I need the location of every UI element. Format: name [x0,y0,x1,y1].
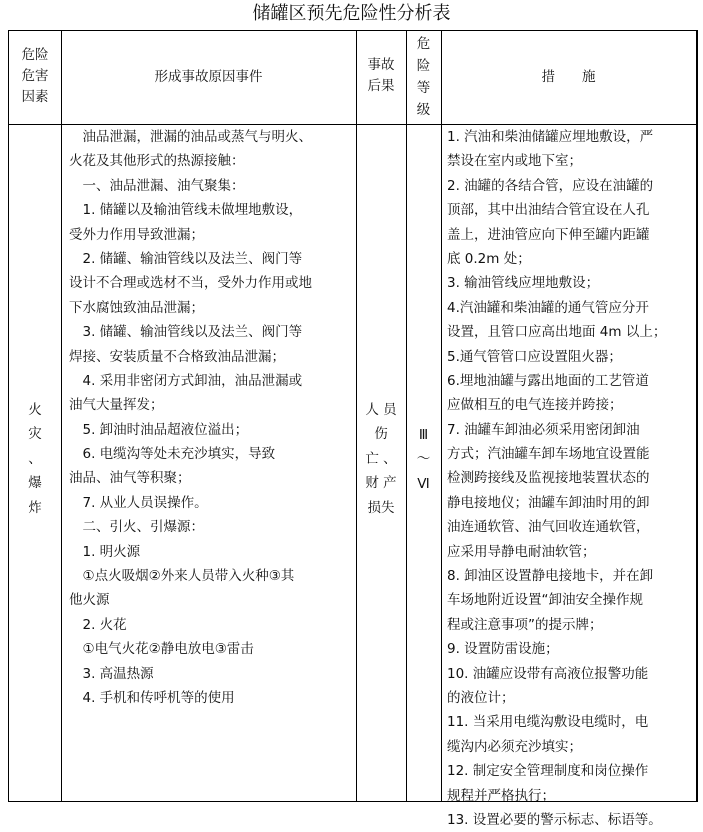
text-line: 3. 高温热源 [69,665,154,682]
text-line: 静电接地仪；油罐车卸油时用的卸 [447,494,650,511]
text-line: 二、引火、引爆源： [69,519,204,536]
text-line: ～ [416,451,431,468]
header-factor [9,45,61,108]
header-level [406,33,441,121]
text-line: 顶部，其中出油结合管宜设在人孔 [447,202,650,219]
text-line: 火花及其他形式的热源接触： [69,153,245,170]
page-title: 储罐区预先危险性分析表 [252,3,451,24]
text-line: 人 员 [365,402,397,418]
hazard-level [406,423,441,496]
text-line: 一、油品泄漏、油气聚集： [69,177,245,194]
header-text: 事故 [367,57,395,73]
header-text: 危害 [21,68,49,84]
text-line: 应做相互的电气连接并跨接； [447,397,623,414]
text-line: 5. 卸油时油品超液位溢出； [69,421,249,438]
measures [447,125,666,832]
text-line: 受外力作用导致泄漏； [69,226,204,243]
text-line: 检测跨接线及监视接地装置状态的 [447,470,650,487]
text-line: 下水腐蚀致油品泄漏； [69,299,204,316]
divider [61,31,62,801]
text-line: 底 0.2m 处； [447,250,531,267]
text-line: 炸 [28,499,42,516]
text-line: Ⅲ [418,427,429,443]
consequence [356,398,406,520]
text-line: 3. 输油管线应埋地敷设； [447,275,600,292]
text-line: 1. 明火源 [69,543,141,560]
text-line: 火 [28,402,42,418]
text-line: 伤 [374,426,388,443]
text-line: 7. 油罐车卸油必须采用密闭卸油 [447,421,640,438]
text-line: 1. 汽油和柴油储罐应埋地敷设，严 [447,129,654,145]
text-line: 、 [28,450,42,467]
text-line: 灾 [28,426,42,443]
text-line: 方式；汽油罐车卸车场地宜设置能 [447,446,650,463]
text-line: ①点火吸烟②外来人员带入火种③其 [69,568,295,585]
divider [406,31,407,801]
text-line: 5.通气管管口应设置阻火器； [447,348,622,365]
hazard-factor [9,398,61,520]
header-text: 因素 [21,89,49,105]
text-line: 财 产 [365,475,397,492]
text-line: 设置，且管口应高出地面 4m 以上； [447,324,667,341]
header-text: 危险 [21,47,49,63]
header-text: 危 [416,36,431,52]
text-line: 12. 制定安全管理制度和岗位操作 [447,763,649,780]
header-text: 等 [416,80,431,96]
text-line: 6.埋地油罐与露出地面的工艺管道 [447,372,649,389]
text-line: Ⅵ [417,475,430,492]
text-line: 盖上，进油管应向下伸至罐内距罐 [447,226,650,243]
divider [441,31,442,801]
text-line: 应采用导静电耐油软管； [447,543,596,560]
text-line: 油连通软管、油气回收连通软管， [447,519,650,536]
header-cause: 形成事故原因事件 [154,69,263,85]
text-line: 焊接、安装质量不合格致油品泄漏； [69,348,285,365]
header-measures: 措 施 [541,69,596,85]
text-line: 油品、油气等积聚； [69,470,191,487]
text-line: 2. 储罐、输油管线以及法兰、阀门等 [69,250,303,267]
text-line: 7. 从业人员误操作。 [69,494,208,511]
text-line: 爆 [28,475,42,492]
text-line: 6. 电缆沟等处未充沙填实，导致 [69,446,276,463]
text-line: 11. 当采用电缆沟敷设电缆时，电 [447,714,649,731]
text-line: 2. 火花 [69,616,127,633]
text-line: 10. 油罐应设带有高液位报警功能 [447,665,649,682]
header-text: 级 [416,102,431,118]
text-line: 设计不合理或选材不当，受外力作用或地 [69,275,312,292]
text-line: 13. 设置必要的警示标志、标语等。 [447,811,662,828]
text-line: 程或注意事项”的提示牌； [447,616,603,633]
text-line: 亡 、 [365,450,397,467]
text-line: 4.汽油罐和柴油罐的通气管应分开 [447,299,649,316]
text-line: 9. 设置防雷设施； [447,641,559,658]
text-line: 4. 采用非密闭方式卸油，油品泄漏或 [69,372,303,389]
text-line: 的液位计； [447,689,515,706]
text-line: 缆沟内必须充沙填实； [447,738,582,755]
text-line: 禁设在室内或地下室； [447,153,582,170]
text-line: 他火源 [69,592,110,609]
text-line: 3. 储罐、输油管线以及法兰、阀门等 [69,324,303,341]
text-line: 8. 卸油区设置静电接地卡，并在卸 [447,568,654,585]
text-line: 4. 手机和传呼机等的使用 [69,689,235,706]
text-line: 油气大量挥发； [69,397,164,414]
header-consequence [356,55,406,97]
header-text: 险 [416,58,431,74]
hazard-analysis-table [8,30,698,828]
text-line: 规程并严格执行； [447,787,555,804]
cause-events [69,125,312,710]
header-text: 后果 [367,78,395,94]
text-line: 油品泄漏，泄漏的油品或蒸气与明火、 [69,129,312,145]
text-line: ①电气火花②静电放电③雷击 [69,641,254,658]
text-line: 2. 油罐的各结合管，应设在油罐的 [447,177,654,194]
text-line: 损失 [367,499,395,516]
text-line: 车场地附近设置“卸油安全操作规 [447,592,643,609]
text-line: 1. 储罐以及输油管线未做埋地敷设， [69,202,303,219]
